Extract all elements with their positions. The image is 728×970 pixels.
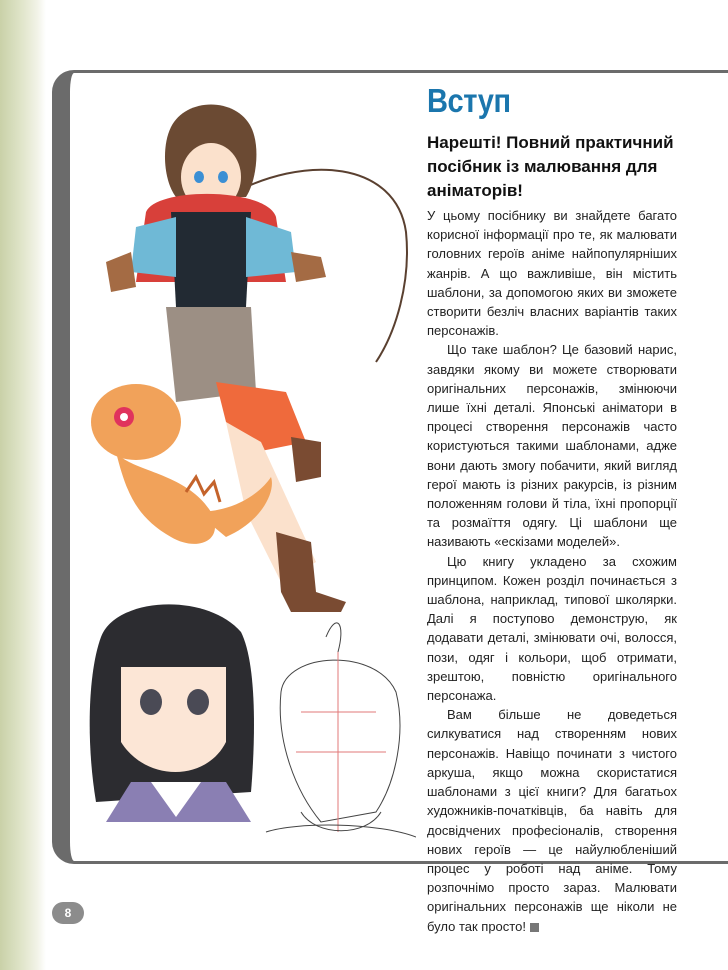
book-spine-shadow bbox=[0, 0, 46, 970]
intro-text bbox=[427, 206, 677, 936]
paragraph-4 bbox=[427, 705, 677, 935]
end-of-article-mark bbox=[530, 923, 539, 932]
paragraph-2: Що таке шаблон? Це базовий нарис, завдяки якому ви можете створювати оригінальних персонажів, змінюючи лише їхні деталі. Японські аніматори в процесі створення персонажів часто користуються такими шаблонами, адже вони дають змогу побачити, який вигляд герої мають із різних ракурсів, із різним положенням голови й тіла, їхні пропорції та розмаїття одягу. Ці шаблони ще називають «ескізами моделей». bbox=[427, 342, 677, 550]
anime-illustrations bbox=[76, 92, 416, 852]
page-subtitle: Нарешті! Повний практичний посібник із малювання для аніматорів! bbox=[427, 133, 674, 200]
paragraph-4-text: Вам більше не доведеться силкуватися над створенням нових персонажів. Навіщо починати з чистого аркуша, якщо можна скористатися шаблонами з цієї книги? Для багатьох художників-початківців, ба навіть для досвідчених професіоналів, створення нових героїв — це найулюбленіший процес у роботі над аніме. Тому розпочнімо просто зараз. Малювати оригінальних персонажів ще ніколи не було так просто! bbox=[427, 707, 677, 934]
page-number-badge: 8 bbox=[52, 902, 84, 924]
paragraph-1: У цьому посібнику ви знайдете багато корисної інформації про те, як малювати головних героїв аніме найпопулярніших жанрів. А що важливіше, він містить шаблони, за допомогою яких ви зможете створити безліч власних варіантів таких персонажів. bbox=[427, 208, 677, 339]
page-title: Вступ bbox=[427, 82, 511, 119]
paragraph-3: Цю книгу укладено за схожим принципом. Кожен розділ починається з шаблона, наприклад, типової школярки. Далі я поступово демонструю, як додавати деталі, змінювати очі, волосся, пози, одяг і кольори, щоб отримати, зрештою, повністю оригінального персонажа. bbox=[427, 553, 677, 704]
girl-character-illustration bbox=[90, 604, 254, 822]
sketch-character-illustration bbox=[266, 623, 416, 837]
